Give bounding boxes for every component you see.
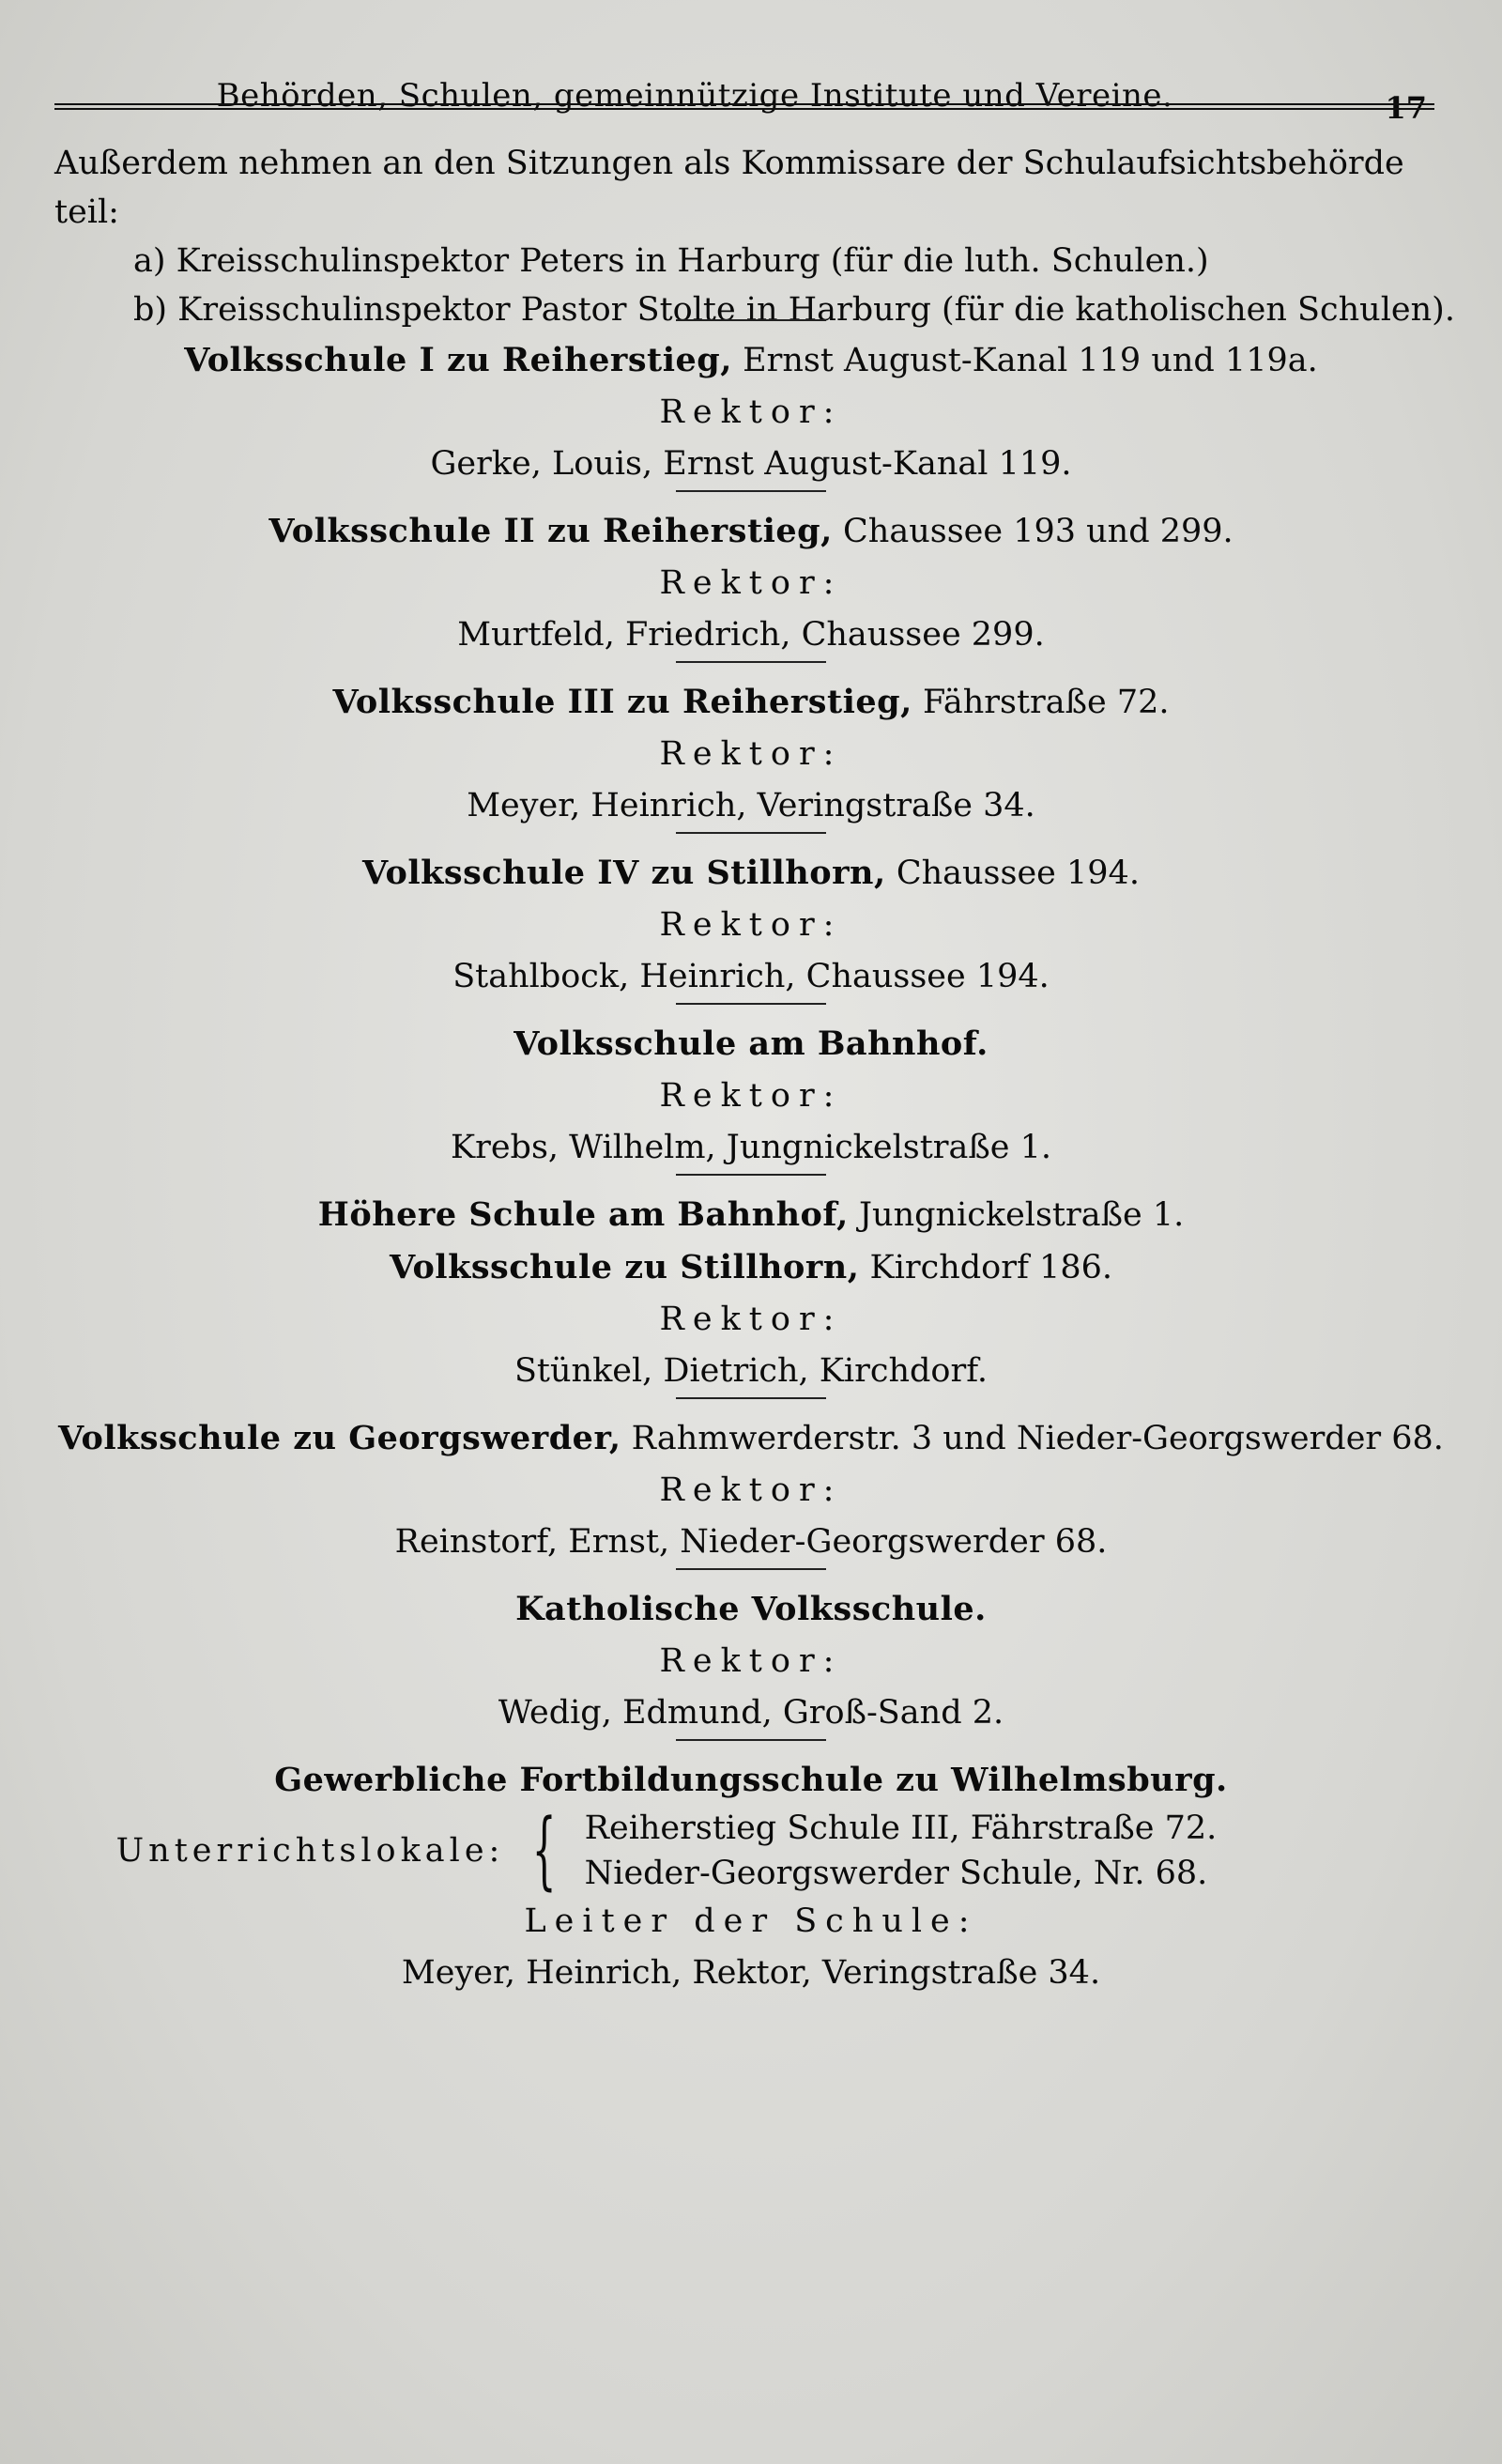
school-name: Volksschule zu Stillhorn, [390, 1248, 860, 1286]
school-heading [28, 847, 1474, 900]
brace-symbol: { [532, 1801, 557, 1900]
person-entry: Wedig, Edmund, Groß-Sand 2. [498, 1694, 1004, 1732]
header-rule [54, 103, 1434, 110]
locations-list [585, 1806, 1218, 1896]
school-address: Kirchdorf 186. [869, 1249, 1112, 1286]
person-entry: Stahlbock, Heinrich, Chaussee 194. [452, 958, 1050, 995]
role-label: Rektor: [659, 564, 843, 602]
person-entry: Murtfeld, Friedrich, Chaussee 299. [457, 616, 1045, 654]
school-name: Katholische Volksschule. [515, 1590, 987, 1628]
school-name: Höhere Schule am Bahnhof, [317, 1195, 849, 1234]
gewerbe-title: Gewerbliche Fortbildungsschule zu Wilhelmsburg. [274, 1761, 1228, 1799]
school-name: Volksschule IV zu Stillhorn, [362, 854, 886, 892]
school-name: Volksschule zu Georgswerder, [58, 1419, 621, 1457]
section-rule [676, 319, 826, 321]
intro-paragraph [54, 139, 1463, 334]
school-section [28, 661, 1474, 832]
role-label: Rektor: [659, 1301, 843, 1338]
school-list [28, 319, 1474, 1999]
school-heading [28, 334, 1474, 387]
section-rule [676, 1003, 826, 1005]
school-section [28, 1174, 1474, 1241]
section-rule [676, 1397, 826, 1399]
school-address: Chaussee 194. [896, 855, 1140, 892]
school-heading [28, 505, 1474, 558]
page-number: 17 [1385, 90, 1427, 126]
school-section [28, 1241, 1474, 1397]
school-section [28, 319, 1474, 490]
school-name: Volksschule I zu Reiherstieg, [184, 341, 732, 379]
school-section [28, 1003, 1474, 1174]
role-label: Rektor: [659, 906, 843, 944]
school-address: Rahmwerderstr. 3 und Nieder-Georgswerder 68. [631, 1420, 1444, 1457]
section-rule [676, 832, 826, 834]
intro-item-b: b) Kreisschulinspektor Pastor Stolte in Harburg (für die katholischen Schulen). [133, 291, 1455, 329]
role-label: Rektor: [659, 393, 843, 431]
role-label: Rektor: [659, 735, 843, 773]
school-heading [28, 1189, 1474, 1241]
section-rule [676, 1174, 826, 1176]
location-item: Reiherstieg Schule III, Fährstraße 72. [584, 1810, 1218, 1847]
school-heading [28, 1412, 1474, 1465]
location-item: Nieder-Georgswerder Schule, Nr. 68. [584, 1855, 1208, 1892]
school-heading [28, 1241, 1474, 1294]
school-section [28, 832, 1474, 1003]
person-entry: Stünkel, Dietrich, Kirchdorf. [513, 1352, 989, 1390]
intro-line: Außerdem nehmen an den Sitzungen als Kommissare der Schulaufsichtsbehörde teil: [54, 145, 1404, 231]
intro-item-a: a) Kreisschulinspektor Peters in Harburg (für die luth. Schulen.) [133, 242, 1209, 280]
section-rule [676, 1568, 826, 1570]
person-entry: Gerke, Louis, Ernst August-Kanal 119. [430, 445, 1072, 483]
person-entry: Krebs, Wilhelm, Jungnickelstraße 1. [450, 1129, 1052, 1166]
school-name: Volksschule am Bahnhof. [513, 1024, 989, 1063]
school-section [28, 1397, 1474, 1568]
running-header [56, 77, 1446, 124]
role-label: Rektor: [659, 1077, 843, 1115]
school-name: Volksschule III zu Reiherstieg, [332, 683, 912, 721]
section-rule [676, 490, 826, 492]
person-entry: Reinstorf, Ernst, Nieder-Georgswerder 68. [394, 1523, 1108, 1561]
person-entry: Meyer, Heinrich, Veringstraße 34. [467, 787, 1035, 824]
role-label: Rektor: [659, 1471, 843, 1509]
header-title: Behörden, Schulen, gemeinnützige Institute und Vereine. [216, 77, 1173, 115]
school-address: Fährstraße 72. [922, 684, 1170, 721]
school-section [28, 1568, 1474, 1739]
gewerbe-section [28, 1739, 1474, 1999]
school-address: Ernst August-Kanal 119 und 119a. [743, 342, 1318, 379]
school-heading [28, 1583, 1474, 1636]
school-heading [28, 676, 1474, 729]
school-section [28, 490, 1474, 661]
school-name: Volksschule II zu Reiherstieg, [268, 512, 833, 550]
role-label: Leiter der Schule: [524, 1902, 978, 1940]
locations-label: Unterrichtslokale: [115, 1832, 505, 1870]
locations-block [0, 1801, 1474, 1900]
school-address: Chaussee 193 und 299. [843, 513, 1234, 550]
person-entry: Meyer, Heinrich, Rektor, Veringstraße 34. [401, 1954, 1101, 1992]
section-rule [676, 661, 826, 663]
school-address: Jungnickelstraße 1. [859, 1196, 1185, 1234]
section-rule [676, 1739, 826, 1741]
role-label: Rektor: [659, 1642, 843, 1680]
school-heading [28, 1018, 1474, 1070]
